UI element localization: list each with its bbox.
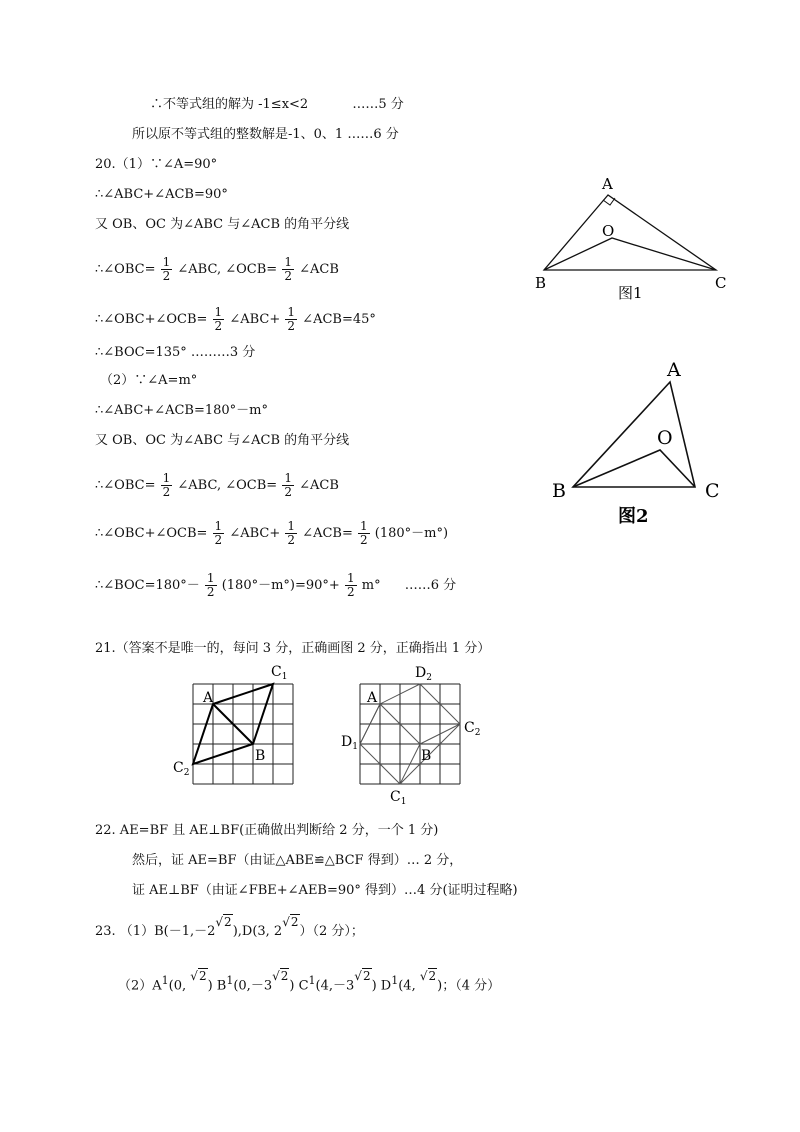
radicand: 2 — [198, 969, 207, 984]
q20-p1-line6: ∴∠BOC=135° ………3 分 — [95, 345, 256, 360]
frac-num: 1 — [162, 255, 171, 269]
frac-den: 2 — [360, 533, 368, 547]
expr-part: ∠ACB — [299, 262, 339, 277]
sqrt-sign: √ — [215, 915, 224, 929]
vertex-label-a: A — [667, 359, 681, 381]
q20-p1-line5 — [95, 306, 376, 333]
sqrt-2 — [190, 967, 207, 985]
frac-num: 1 — [214, 519, 223, 533]
q20-p1-line2: ∴∠ABC+∠ACB=90° — [95, 187, 228, 202]
point-label-b: B — [421, 748, 432, 764]
sqrt-sign: √ — [282, 915, 290, 929]
expr-part: (4,－3 — [315, 978, 355, 994]
fraction-half — [282, 256, 294, 283]
vertex-label-o: O — [602, 222, 615, 240]
expr-part: (4, — [398, 978, 420, 994]
q23-line1 — [95, 915, 364, 941]
frac-den: 2 — [162, 485, 171, 499]
fraction-half — [285, 520, 297, 547]
expr-part: ∴∠OBC+∠OCB= — [95, 526, 208, 541]
q22-line2: 然后，证 AE=BF（由证△ABE≌△BCF 得到）… 2 分， — [132, 853, 463, 868]
fraction-half — [345, 572, 357, 599]
q22-line3: 证 AE⊥BF（由证∠FBE+∠AEB=90° 得到）…4 分(证明过程略) — [132, 883, 518, 898]
q23-line2 — [118, 969, 501, 995]
expr-part: ∠ACB — [299, 478, 339, 493]
point-label-c2 — [173, 760, 189, 778]
label-sub: 2 — [183, 768, 190, 778]
frac-num: 1 — [360, 519, 368, 533]
sqrt-sign: √ — [272, 969, 280, 984]
sqrt-sign: √ — [419, 969, 428, 984]
frac-num: 1 — [214, 305, 223, 319]
sqrt-2 — [420, 967, 437, 985]
expr-part: 23. （1）B(－1,－2 — [95, 924, 216, 939]
fraction-half — [213, 306, 225, 333]
frac-den: 2 — [214, 533, 223, 547]
superscript: 1 — [161, 974, 169, 987]
superscript: 1 — [308, 974, 316, 987]
q21-grid-2 — [335, 660, 495, 810]
frac-den: 2 — [284, 485, 292, 499]
expr-part: ∴∠OBC= — [95, 478, 156, 493]
q20-p2-label: （2）∵∠A=m° — [100, 373, 198, 388]
vertex-label-c: C — [705, 480, 720, 502]
vertex-label-c: C — [715, 274, 727, 292]
expr-part: )；（4 分） — [437, 978, 501, 994]
triangle-abc — [573, 382, 695, 487]
expr-part: (0,－3 — [233, 978, 273, 994]
fraction-half — [285, 306, 297, 333]
frac-num: 1 — [287, 305, 296, 319]
expr-part: ) B — [207, 978, 227, 994]
sqrt-sign: √ — [354, 969, 362, 984]
sqrt-sign: √ — [190, 969, 198, 984]
figure-1-caption: 图1 — [618, 284, 643, 302]
label-letter: D — [341, 734, 353, 750]
vertex-label-a: A — [602, 175, 613, 193]
fraction-half — [213, 520, 225, 547]
point-label-a: A — [203, 690, 214, 706]
point-label-c1 — [390, 789, 406, 807]
label-sub: 1 — [352, 742, 358, 752]
point-label-b: B — [255, 748, 266, 764]
point-label-c2 — [464, 720, 480, 738]
point-label-d2 — [415, 665, 432, 683]
q20-score-6: ……6 分 — [404, 578, 457, 593]
label-sub: 2 — [474, 728, 481, 738]
point-label-c1 — [271, 664, 287, 682]
figure-2-caption: 图2 — [618, 506, 649, 527]
expr-part: ∠ABC+ — [229, 526, 281, 541]
q19-solution-text: ∴不等式组的解为 -1≤x<2 — [150, 97, 309, 112]
label-letter: D — [415, 665, 427, 681]
frac-num: 1 — [287, 519, 296, 533]
q21-grid-1 — [165, 660, 310, 810]
fraction-half — [205, 572, 217, 599]
fraction-half — [161, 472, 173, 499]
radicand: 2 — [224, 915, 232, 929]
q22-line1: 22. AE=BF 且 AE⊥BF(正确做出判断给 2 分，一个 1 分) — [95, 823, 439, 838]
figure-2-triangle — [545, 352, 735, 532]
expr-part: m° — [361, 578, 381, 593]
q20-p1-line3: 又 OB、OC 为∠ABC 与∠ACB 的角平分线 — [95, 217, 350, 232]
frac-num: 1 — [284, 255, 292, 269]
label-letter: C — [271, 664, 282, 680]
q21-text: 21.（答案不是唯一的，每问 3 分，正确画图 2 分，正确指出 1 分） — [95, 641, 491, 656]
q19-score-5: ……5 分 — [352, 97, 404, 112]
q19-line1 — [150, 96, 404, 114]
frac-num: 1 — [346, 571, 355, 585]
expr-part: ∠ACB=45° — [302, 312, 376, 327]
q19-line2: 所以原不等式组的整数解是-1、0、1 ……6 分 — [132, 127, 399, 142]
radicand: 2 — [362, 969, 371, 984]
sqrt-2 — [272, 967, 289, 985]
superscript: 1 — [226, 974, 234, 987]
vertex-label-b: B — [535, 274, 547, 292]
frac-num: 1 — [206, 571, 215, 585]
expr-part: （2）A — [118, 978, 162, 994]
label-sub: 1 — [400, 797, 407, 807]
expr-part: (180°－m°) — [374, 526, 449, 541]
expr-part: ∴∠BOC=180°－ — [95, 578, 200, 593]
radicand: 2 — [280, 969, 289, 984]
label-letter: C — [173, 760, 184, 776]
expr-part: ）（2 分）； — [299, 924, 364, 939]
frac-den: 2 — [287, 319, 296, 333]
q20-p2-line5 — [95, 520, 448, 547]
radicand: 2 — [428, 969, 437, 984]
q20-p2-line6 — [95, 572, 456, 599]
expr-part: (0, — [168, 978, 191, 994]
q20-p2-line2: ∴∠ABC+∠ACB=180°－m° — [95, 403, 268, 418]
fraction-half — [282, 472, 294, 499]
angle-bisectors — [573, 450, 695, 487]
frac-den: 2 — [206, 585, 215, 599]
expr-part: ),D(3, 2 — [232, 924, 283, 939]
sqrt-2 — [282, 913, 299, 931]
angle-bisectors — [544, 238, 716, 270]
expr-part: ∴∠OBC+∠OCB= — [95, 312, 208, 327]
expr-part: ∠ABC, ∠OCB= — [177, 262, 278, 277]
label-letter: C — [390, 789, 401, 805]
sqrt-2 — [215, 913, 232, 931]
q20-p1-label: 20.（1）∵∠A=90° — [95, 157, 218, 172]
q20-p2-line3: 又 OB、OC 为∠ABC 与∠ACB 的角平分线 — [95, 433, 350, 448]
frac-den: 2 — [287, 533, 296, 547]
label-sub: 1 — [281, 672, 288, 682]
fraction-half — [358, 520, 370, 547]
expr-part: (180°－m°)=90°+ — [221, 578, 340, 593]
point-label-a: A — [367, 690, 378, 706]
frac-den: 2 — [162, 269, 171, 283]
frac-den: 2 — [346, 585, 355, 599]
frac-num: 1 — [284, 471, 292, 485]
q20-p1-line4 — [95, 256, 339, 283]
triangle-abc — [544, 195, 716, 270]
expr-part: ∠ABC+ — [229, 312, 281, 327]
label-sub: 2 — [426, 673, 432, 683]
vertex-label-b: B — [552, 480, 566, 502]
expr-part: ∴∠OBC= — [95, 262, 156, 277]
label-letter: C — [464, 720, 475, 736]
expr-part: ) C — [289, 978, 309, 994]
figure-1-triangle — [530, 170, 740, 305]
superscript: 1 — [391, 974, 399, 987]
vertex-label-o: O — [657, 427, 673, 449]
expr-part: ) D — [371, 978, 392, 994]
frac-den: 2 — [284, 269, 292, 283]
expr-part: ∠ABC, ∠OCB= — [177, 478, 278, 493]
frac-num: 1 — [162, 471, 171, 485]
sqrt-2 — [354, 967, 371, 985]
frac-den: 2 — [214, 319, 223, 333]
fraction-half — [161, 256, 173, 283]
radicand: 2 — [290, 915, 299, 929]
expr-part: ∠ACB= — [302, 526, 353, 541]
q20-p2-line4 — [95, 472, 339, 499]
point-label-d1 — [341, 734, 358, 752]
